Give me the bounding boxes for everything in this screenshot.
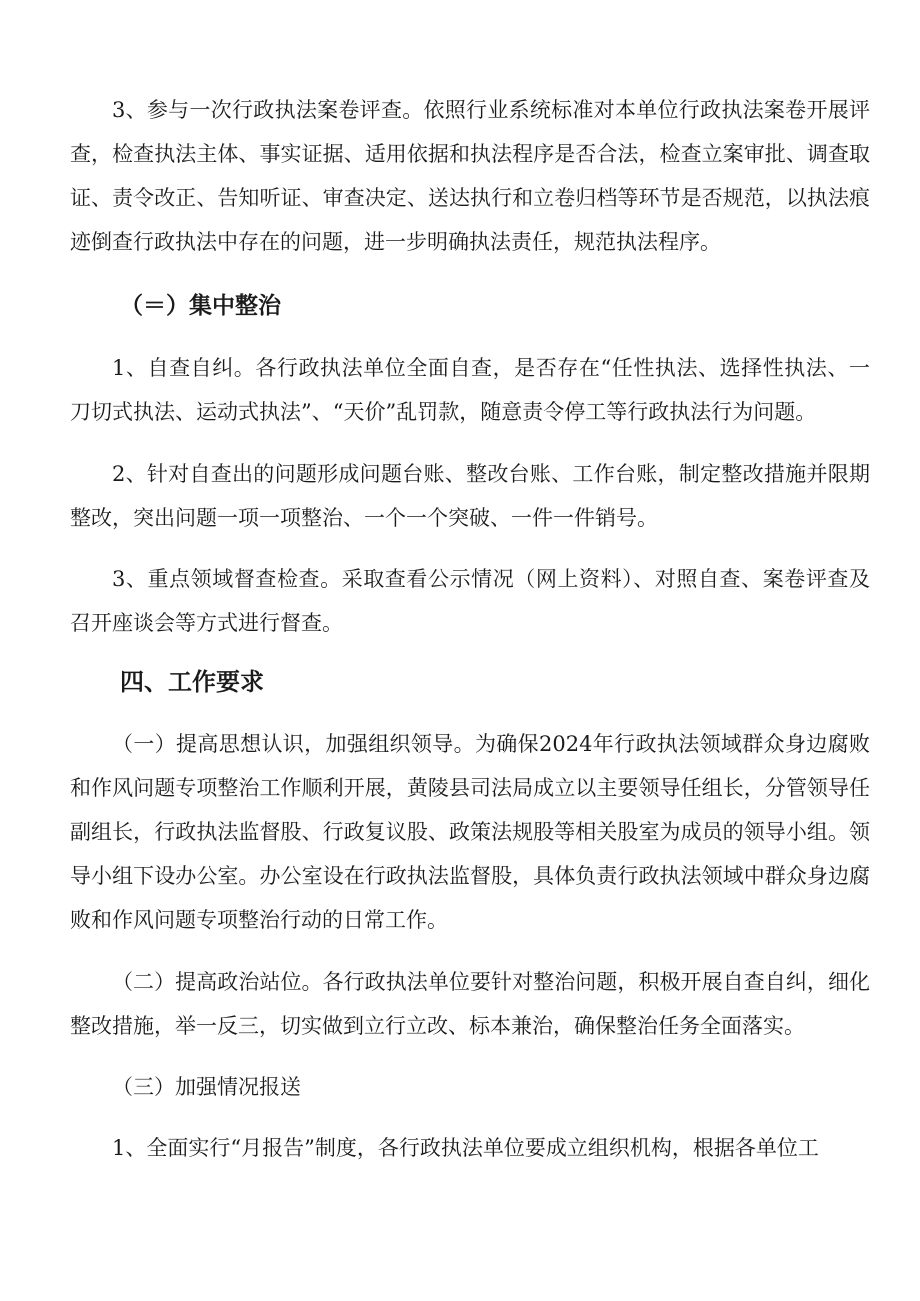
paragraph-key-area-inspection: 3、重点领域督查检查。采取查看公示情况（网上资料）、对照自查、案卷评查及召开座谈会等方式进行督查。 [70, 567, 870, 635]
paragraph-monthly-report: 1、全面实行“月报告”制度，各行政执法单位要成立组织机构，根据各单位工 [112, 1136, 819, 1160]
paragraph-political-stance: （二）提高政治站位。各行政执法单位要针对整治问题，积极开展自查自纠，细化整改措施，举一反三，切实做到立行立改、标本兼治，确保整治任务全面落实。 [70, 970, 870, 1038]
paragraph-rectification-ledger: 2、针对自查出的问题形成问题台账、整改台账、工作台账，制定整改措施并限期整改，突出问题一项一项整治、一个一个突破、一件一件销号。 [70, 462, 870, 530]
section-heading-centralized-rectification: （＝）集中整治 [120, 293, 281, 319]
paragraph-reporting-title: （三）加强情况报送 [112, 1075, 301, 1099]
paragraph-self-inspection: 1、自查自纠。各行政执法单位全面自查，是否存在“任性执法、选择性执法、一刀切式执法、运动式执法”、“天价”乱罚款，随意责令停工等行政执法行为问题。 [70, 356, 870, 424]
paragraph-organization-leadership: （一）提高思想认识，加强组织领导。为确保2024年行政执法领域群众身边腐败和作风问题专项整治工作顺利开展，黄陵县司法局成立以主要领导任组长，分管领导任副组长，行政执法监督股、行政复议股、政策法规股等相关股室为成员的领导小组。领导小组下设办公室。办公室设在行政执法监督股，具体负责行政执法领域中群众身边腐败和作风问题专项整治行动的日常工作。 [70, 732, 870, 932]
chapter-heading-work-requirements: 四、工作要求 [120, 668, 264, 696]
paragraph-case-review: 3、参与一次行政执法案卷评查。依照行业系统标准对本单位行政执法案卷开展评查，检查执法主体、事实证据、适用依据和执法程序是否合法，检查立案审批、调查取证、责令改正、告知听证、审查决定、送达执行和立卷归档等环节是否规范，以执法痕迹倒查行政执法中存在的问题，进一步明确执法责任，规范执法程序。 [70, 98, 870, 254]
